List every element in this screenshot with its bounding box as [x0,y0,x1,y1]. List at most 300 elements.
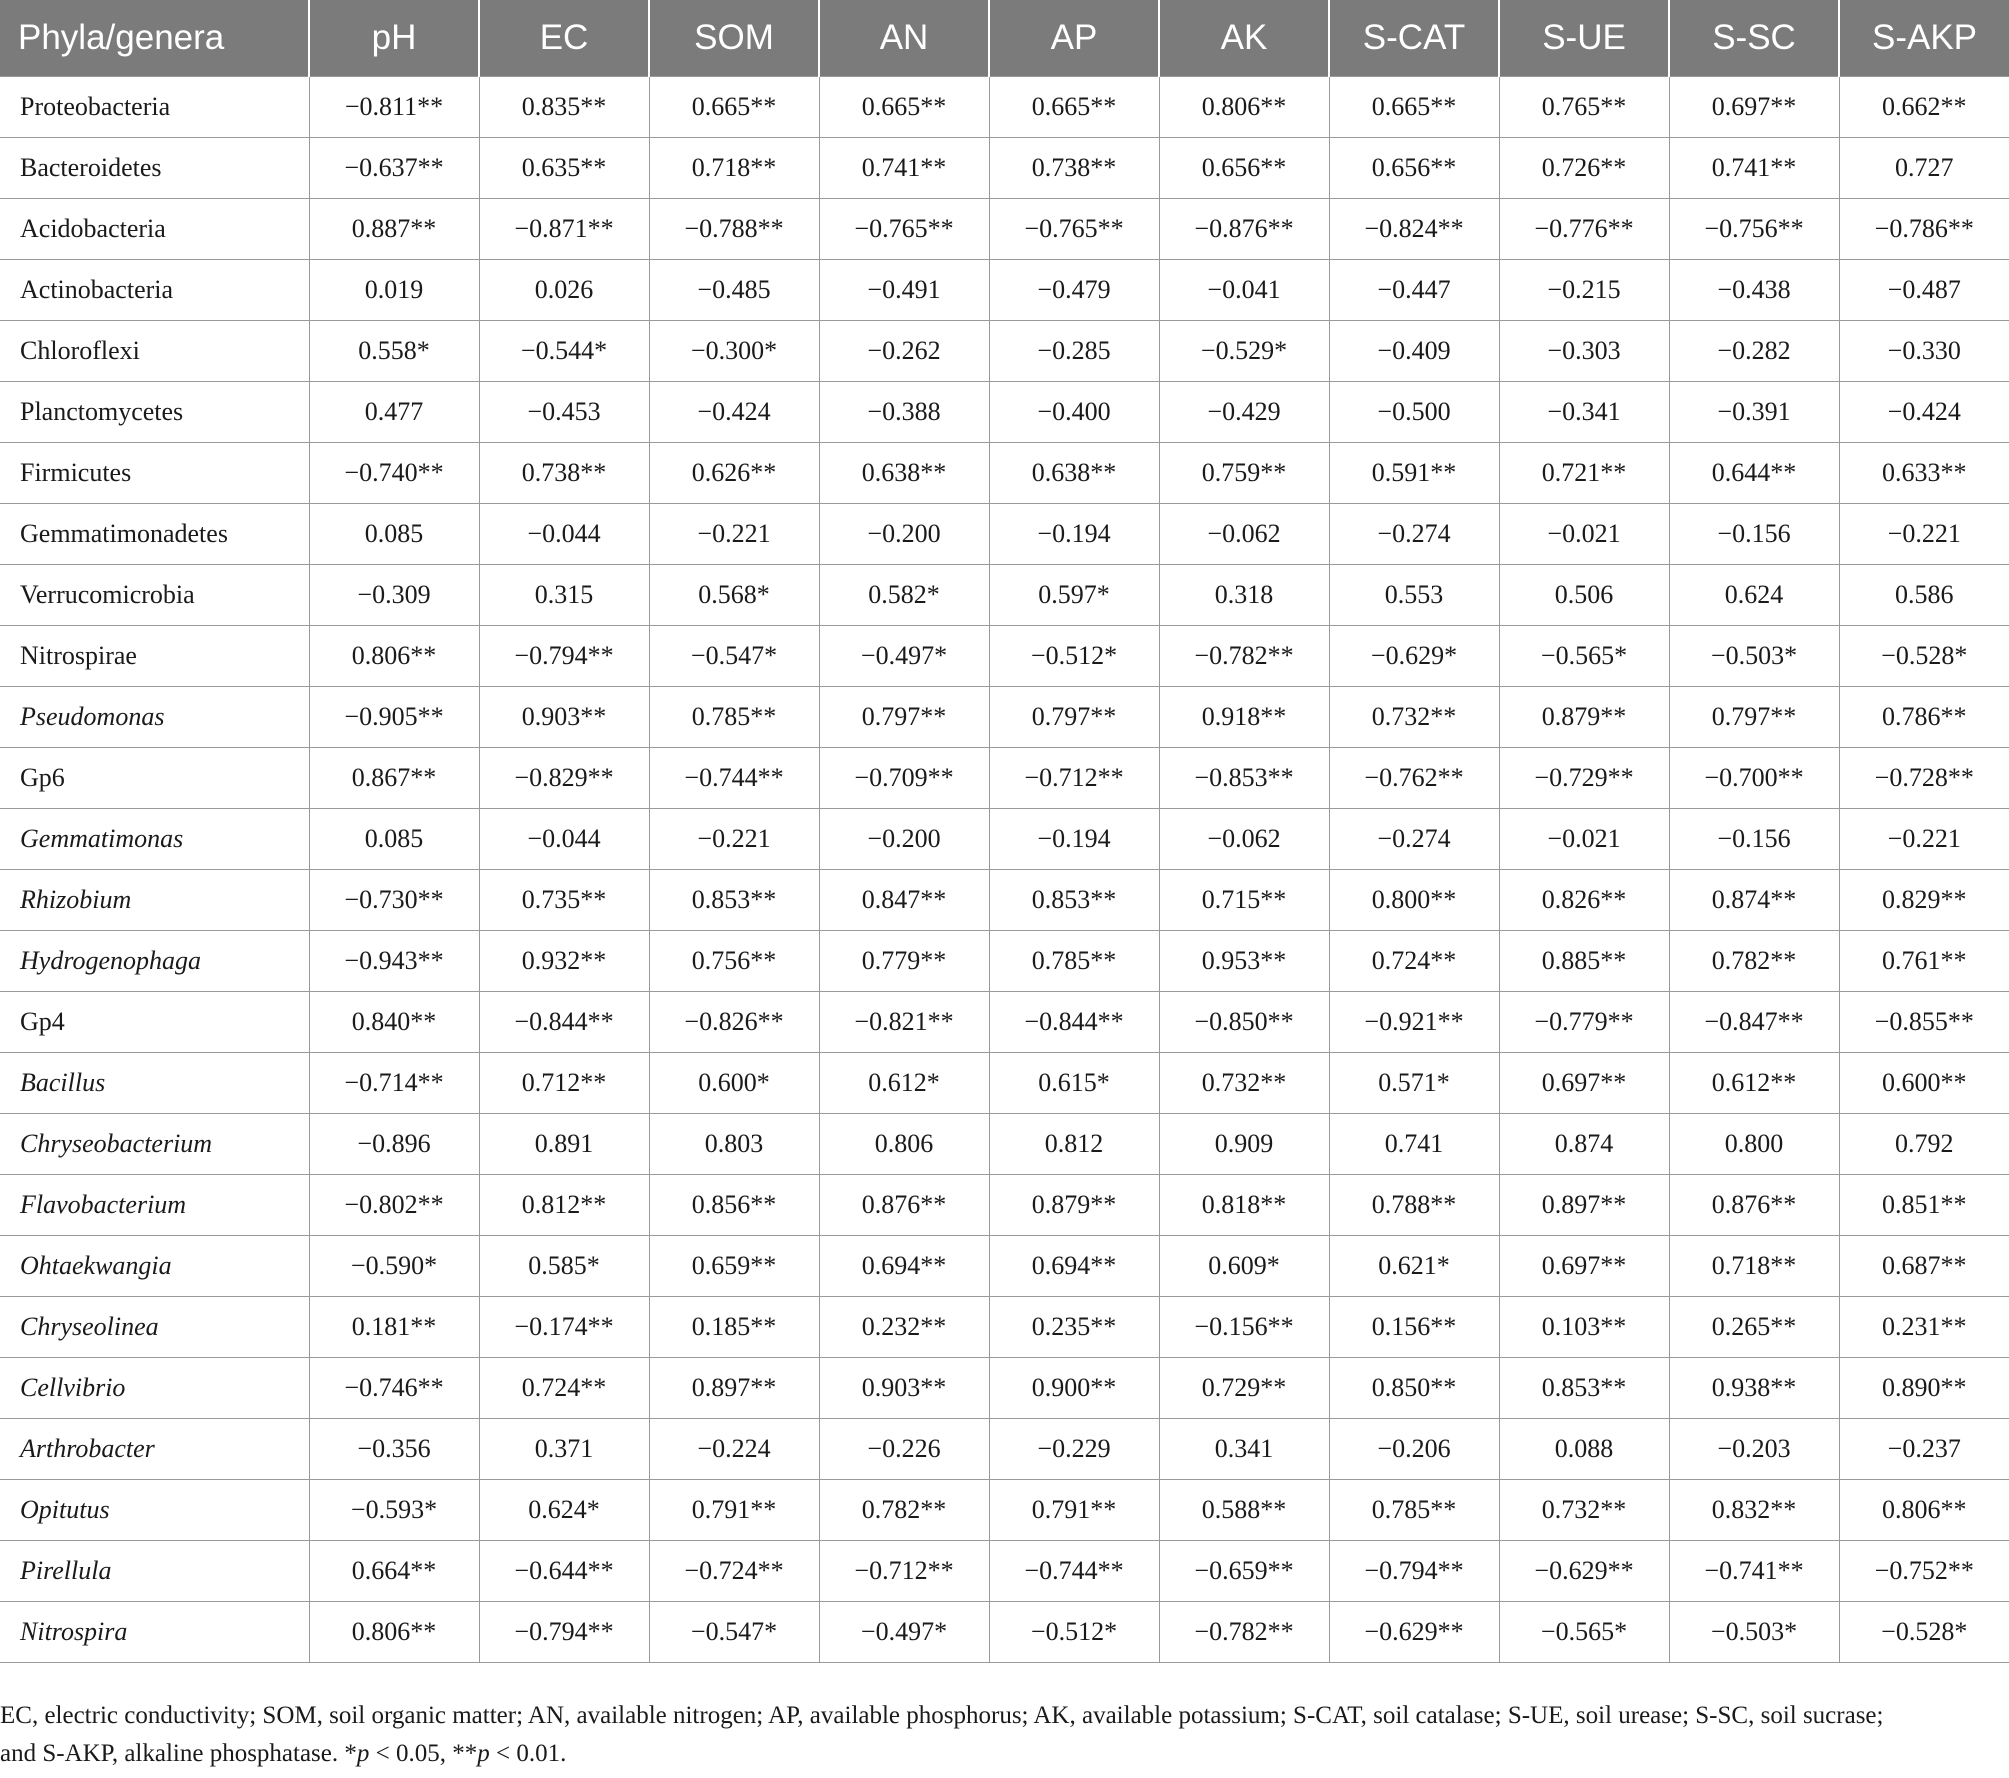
correlation-cell: 0.732** [1499,1480,1669,1541]
correlation-cell: −0.424 [649,382,819,443]
correlation-cell: −0.811** [309,77,479,138]
correlation-cell: −0.200 [819,809,989,870]
table-row [0,1297,2009,1358]
correlation-cell: −0.730** [309,870,479,931]
correlation-cell: 0.735** [479,870,649,931]
correlation-cell: −0.062 [1159,809,1329,870]
correlation-cell: −0.741** [1669,1541,1839,1602]
correlation-cell: 0.624* [479,1480,649,1541]
header-row [0,0,2009,77]
taxon-name-cell: Actinobacteria [0,260,309,321]
correlation-cell: 0.879** [1499,687,1669,748]
correlation-cell: −0.729** [1499,748,1669,809]
correlation-cell: −0.485 [649,260,819,321]
taxon-name-cell: Acidobacteria [0,199,309,260]
correlation-cell: 0.812 [989,1114,1159,1175]
correlation-cell: −0.274 [1329,809,1499,870]
correlation-cell: −0.821** [819,992,989,1053]
correlation-cell: −0.388 [819,382,989,443]
footnote-text-c: < 0.01. [489,1740,567,1767]
correlation-cell: 0.782** [1669,931,1839,992]
correlation-cell: −0.200 [819,504,989,565]
correlation-cell: 0.558* [309,321,479,382]
table-body [0,77,2009,1663]
correlation-cell: −0.724** [649,1541,819,1602]
correlation-cell: 0.797** [819,687,989,748]
correlation-cell: −0.221 [1839,809,2009,870]
table-row [0,1236,2009,1297]
correlation-cell: −0.226 [819,1419,989,1480]
table-row [0,260,2009,321]
correlation-cell: 0.953** [1159,931,1329,992]
correlation-cell: 0.759** [1159,443,1329,504]
correlation-cell: 0.741** [1669,138,1839,199]
correlation-cell: 0.900** [989,1358,1159,1419]
correlation-cell: 0.721** [1499,443,1669,504]
correlation-cell: 0.588** [1159,1480,1329,1541]
correlation-cell: −0.765** [819,199,989,260]
correlation-cell: 0.694** [989,1236,1159,1297]
correlation-cell: 0.659** [649,1236,819,1297]
correlation-cell: −0.844** [989,992,1159,1053]
correlation-cell: −0.629* [1329,626,1499,687]
correlation-cell: −0.285 [989,321,1159,382]
taxon-name-cell: Cellvibrio [0,1358,309,1419]
correlation-cell: 0.085 [309,504,479,565]
correlation-cell: 0.806 [819,1114,989,1175]
correlation-cell: 0.612* [819,1053,989,1114]
correlation-cell: −0.853** [1159,748,1329,809]
table-footnote [0,1697,2000,1773]
correlation-cell: −0.593* [309,1480,479,1541]
correlation-cell: −0.544* [479,321,649,382]
correlation-cell: −0.409 [1329,321,1499,382]
correlation-cell: 0.909 [1159,1114,1329,1175]
correlation-cell: 0.867** [309,748,479,809]
correlation-cell: 0.797** [1669,687,1839,748]
correlation-cell: −0.637** [309,138,479,199]
correlation-cell: −0.229 [989,1419,1159,1480]
correlation-cell: 0.638** [989,443,1159,504]
correlation-cell: 0.232** [819,1297,989,1358]
correlation-cell: −0.491 [819,260,989,321]
correlation-cell: 0.879** [989,1175,1159,1236]
correlation-cell: 0.665** [819,77,989,138]
taxon-name-cell: Rhizobium [0,870,309,931]
correlation-cell: 0.626** [649,443,819,504]
correlation-cell: 0.806** [309,626,479,687]
correlation-cell: 0.697** [1499,1236,1669,1297]
correlation-cell: −0.528* [1839,1602,2009,1663]
correlation-cell: −0.497* [819,626,989,687]
correlation-cell: 0.612** [1669,1053,1839,1114]
taxon-name-cell: Bacteroidetes [0,138,309,199]
correlation-cell: 0.761** [1839,931,2009,992]
footnote-line-2 [0,1735,2000,1773]
taxon-name-cell: Verrucomicrobia [0,565,309,626]
correlation-cell: 0.600** [1839,1053,2009,1114]
table-row [0,1602,2009,1663]
correlation-cell: −0.826** [649,992,819,1053]
header-s-ue: S-UE [1499,0,1669,77]
table-row [0,1541,2009,1602]
correlation-cell: −0.794** [479,626,649,687]
taxon-name-cell: Pseudomonas [0,687,309,748]
correlation-cell: 0.832** [1669,1480,1839,1541]
header-ap: AP [989,0,1159,77]
correlation-cell: 0.727 [1839,138,2009,199]
correlation-cell: 0.624 [1669,565,1839,626]
correlation-cell: 0.897** [1499,1175,1669,1236]
header-s-cat: S-CAT [1329,0,1499,77]
correlation-cell: −0.629** [1499,1541,1669,1602]
correlation-cell: 0.609* [1159,1236,1329,1297]
correlation-cell: −0.529* [1159,321,1329,382]
taxon-name-cell: Proteobacteria [0,77,309,138]
correlation-cell: −0.565* [1499,1602,1669,1663]
correlation-cell: 0.756** [649,931,819,992]
correlation-cell: 0.874 [1499,1114,1669,1175]
correlation-cell: −0.156** [1159,1297,1329,1358]
correlation-cell: −0.943** [309,931,479,992]
header-som: SOM [649,0,819,77]
correlation-cell: 0.891 [479,1114,649,1175]
correlation-cell: −0.221 [649,504,819,565]
correlation-cell: 0.085 [309,809,479,870]
correlation-cell: −0.021 [1499,809,1669,870]
correlation-cell: −0.215 [1499,260,1669,321]
correlation-cell: 0.797** [989,687,1159,748]
correlation-cell: −0.590* [309,1236,479,1297]
correlation-cell: −0.779** [1499,992,1669,1053]
correlation-cell: 0.621* [1329,1236,1499,1297]
correlation-cell: 0.687** [1839,1236,2009,1297]
correlation-cell: 0.791** [989,1480,1159,1541]
correlation-cell: −0.497* [819,1602,989,1663]
correlation-cell: 0.664** [309,1541,479,1602]
correlation-cell: −0.844** [479,992,649,1053]
taxon-name-cell: Firmicutes [0,443,309,504]
correlation-cell: −0.714** [309,1053,479,1114]
correlation-cell: −0.044 [479,504,649,565]
correlation-cell: −0.391 [1669,382,1839,443]
correlation-cell: 0.887** [309,199,479,260]
correlation-cell: 0.697** [1669,77,1839,138]
correlation-cell: −0.762** [1329,748,1499,809]
correlation-cell: 0.088 [1499,1419,1669,1480]
correlation-cell: −0.829** [479,748,649,809]
correlation-cell: −0.700** [1669,748,1839,809]
footnote-text-a: and S-AKP, alkaline phosphatase. * [0,1740,357,1767]
p-symbol: p [356,1740,370,1767]
correlation-cell: 0.371 [479,1419,649,1480]
correlation-cell: 0.853** [1499,1358,1669,1419]
correlation-cell: −0.782** [1159,1602,1329,1663]
correlation-cell: 0.741** [819,138,989,199]
correlation-cell: 0.853** [989,870,1159,931]
correlation-cell: 0.876** [1669,1175,1839,1236]
correlation-cell: −0.300* [649,321,819,382]
correlation-cell: −0.194 [989,504,1159,565]
correlation-cell: 0.800** [1329,870,1499,931]
correlation-cell: 0.791** [649,1480,819,1541]
correlation-cell: −0.855** [1839,992,2009,1053]
correlation-cell: −0.330 [1839,321,2009,382]
correlation-cell: 0.231** [1839,1297,2009,1358]
correlation-cell: −0.547* [649,1602,819,1663]
correlation-cell: −0.274 [1329,504,1499,565]
correlation-cell: 0.829** [1839,870,2009,931]
correlation-cell: −0.206 [1329,1419,1499,1480]
taxon-name-cell: Ohtaekwangia [0,1236,309,1297]
correlation-cell: −0.062 [1159,504,1329,565]
header-phyla-genera: Phyla/genera [0,0,309,77]
correlation-cell: −0.896 [309,1114,479,1175]
correlation-cell: −0.203 [1669,1419,1839,1480]
taxon-name-cell: Gemmatimonas [0,809,309,870]
correlation-cell: 0.885** [1499,931,1669,992]
correlation-cell: −0.746** [309,1358,479,1419]
footnote-text-b: < 0.05, ** [369,1740,478,1767]
correlation-cell: 0.644** [1669,443,1839,504]
correlation-cell: 0.835** [479,77,649,138]
correlation-cell: 0.918** [1159,687,1329,748]
correlation-cell: 0.792 [1839,1114,2009,1175]
correlation-cell: −0.262 [819,321,989,382]
correlation-cell: −0.752** [1839,1541,2009,1602]
table-row [0,931,2009,992]
correlation-cell: −0.021 [1499,504,1669,565]
correlation-cell: 0.635** [479,138,649,199]
correlation-cell: −0.547* [649,626,819,687]
correlation-cell: 0.853** [649,870,819,931]
correlation-cell: 0.726** [1499,138,1669,199]
correlation-cell: 0.694** [819,1236,989,1297]
correlation-cell: −0.512* [989,1602,1159,1663]
correlation-cell: −0.740** [309,443,479,504]
correlation-cell: 0.806** [309,1602,479,1663]
table-row [0,565,2009,626]
correlation-cell: 0.850** [1329,1358,1499,1419]
taxon-name-cell: Arthrobacter [0,1419,309,1480]
correlation-cell: 0.732** [1329,687,1499,748]
correlation-cell: 0.847** [819,870,989,931]
table-row [0,321,2009,382]
taxon-name-cell: Hydrogenophaga [0,931,309,992]
correlation-cell: −0.453 [479,382,649,443]
correlation-cell: 0.840** [309,992,479,1053]
table-row [0,138,2009,199]
correlation-cell: 0.265** [1669,1297,1839,1358]
correlation-cell: −0.500 [1329,382,1499,443]
header-ph: pH [309,0,479,77]
correlation-cell: 0.586 [1839,565,2009,626]
correlation-cell: −0.424 [1839,382,2009,443]
correlation-cell: 0.876** [819,1175,989,1236]
correlation-cell: −0.712** [819,1541,989,1602]
correlation-cell: 0.615* [989,1053,1159,1114]
correlation-cell: −0.503* [1669,626,1839,687]
correlation-cell: 0.662** [1839,77,2009,138]
correlation-cell: −0.237 [1839,1419,2009,1480]
correlation-cell: −0.400 [989,382,1159,443]
correlation-cell: −0.429 [1159,382,1329,443]
table-row [0,1480,2009,1541]
taxon-name-cell: Chryseobacterium [0,1114,309,1175]
correlation-cell: 0.938** [1669,1358,1839,1419]
taxon-name-cell: Opitutus [0,1480,309,1541]
taxon-name-cell: Flavobacterium [0,1175,309,1236]
correlation-cell: 0.897** [649,1358,819,1419]
correlation-cell: 0.597* [989,565,1159,626]
correlation-cell: −0.194 [989,809,1159,870]
correlation-cell: 0.633** [1839,443,2009,504]
correlation-cell: 0.718** [649,138,819,199]
correlation-cell: −0.447 [1329,260,1499,321]
correlation-cell: −0.905** [309,687,479,748]
correlation-cell: 0.785** [1329,1480,1499,1541]
correlation-cell: −0.847** [1669,992,1839,1053]
correlation-cell: 0.638** [819,443,989,504]
taxon-name-cell: Pirellula [0,1541,309,1602]
correlation-cell: 0.156** [1329,1297,1499,1358]
table-row [0,382,2009,443]
correlation-cell: −0.850** [1159,992,1329,1053]
correlation-cell: −0.824** [1329,199,1499,260]
correlation-cell: 0.665** [649,77,819,138]
correlation-cell: −0.156 [1669,504,1839,565]
correlation-cell: 0.806** [1159,77,1329,138]
correlation-cell: −0.794** [479,1602,649,1663]
correlation-cell: 0.800 [1669,1114,1839,1175]
header-s-akp: S-AKP [1839,0,2009,77]
correlation-cell: 0.724** [1329,931,1499,992]
correlation-cell: −0.341 [1499,382,1669,443]
correlation-cell: 0.185** [649,1297,819,1358]
correlation-cell: 0.718** [1669,1236,1839,1297]
taxon-name-cell: Gp6 [0,748,309,809]
correlation-cell: −0.921** [1329,992,1499,1053]
correlation-cell: 0.315 [479,565,649,626]
taxon-name-cell: Planctomycetes [0,382,309,443]
correlation-cell: 0.903** [819,1358,989,1419]
table-header [0,0,2009,77]
correlation-cell: −0.788** [649,199,819,260]
correlation-cell: 0.235** [989,1297,1159,1358]
table-row [0,687,2009,748]
correlation-cell: 0.553 [1329,565,1499,626]
taxon-name-cell: Nitrospirae [0,626,309,687]
table-row [0,77,2009,138]
correlation-cell: −0.512* [989,626,1159,687]
correlation-cell: 0.903** [479,687,649,748]
correlation-cell: 0.812** [479,1175,649,1236]
correlation-cell: 0.856** [649,1175,819,1236]
taxon-name-cell: Nitrospira [0,1602,309,1663]
table-row [0,199,2009,260]
correlation-cell: −0.802** [309,1175,479,1236]
correlation-cell: 0.851** [1839,1175,2009,1236]
correlation-cell: 0.785** [989,931,1159,992]
correlation-cell: −0.221 [649,809,819,870]
correlation-cell: −0.487 [1839,260,2009,321]
correlation-cell: 0.788** [1329,1175,1499,1236]
table-row [0,504,2009,565]
taxon-name-cell: Chryseolinea [0,1297,309,1358]
header-s-sc: S-SC [1669,0,1839,77]
table-row [0,1053,2009,1114]
correlation-cell: 0.019 [309,260,479,321]
correlation-cell: 0.803 [649,1114,819,1175]
taxon-name-cell: Gp4 [0,992,309,1053]
header-ec: EC [479,0,649,77]
correlation-cell: −0.221 [1839,504,2009,565]
correlation-cell: −0.644** [479,1541,649,1602]
correlation-cell: −0.503* [1669,1602,1839,1663]
correlation-cell: 0.665** [1329,77,1499,138]
correlation-cell: 0.656** [1329,138,1499,199]
correlation-cell: −0.438 [1669,260,1839,321]
correlation-cell: −0.786** [1839,199,2009,260]
correlation-cell: 0.665** [989,77,1159,138]
correlation-cell: 0.729** [1159,1358,1329,1419]
correlation-cell: −0.712** [989,748,1159,809]
correlation-cell: 0.341 [1159,1419,1329,1480]
correlation-cell: 0.568* [649,565,819,626]
correlation-cell: 0.785** [649,687,819,748]
correlation-cell: −0.041 [1159,260,1329,321]
correlation-cell: −0.282 [1669,321,1839,382]
correlation-cell: 0.782** [819,1480,989,1541]
table-row [0,626,2009,687]
taxon-name-cell: Chloroflexi [0,321,309,382]
correlation-cell: 0.585* [479,1236,649,1297]
table-row [0,1419,2009,1480]
correlation-cell: −0.756** [1669,199,1839,260]
correlation-cell: 0.724** [479,1358,649,1419]
correlation-cell: −0.309 [309,565,479,626]
taxon-name-cell: Gemmatimonadetes [0,504,309,565]
correlation-cell: −0.224 [649,1419,819,1480]
correlation-cell: 0.932** [479,931,649,992]
correlation-cell: −0.528* [1839,626,2009,687]
correlation-cell: −0.871** [479,199,649,260]
correlation-cell: 0.826** [1499,870,1669,931]
correlation-cell: −0.659** [1159,1541,1329,1602]
correlation-cell: 0.786** [1839,687,2009,748]
correlation-cell: 0.600* [649,1053,819,1114]
taxon-name-cell: Bacillus [0,1053,309,1114]
correlation-cell: −0.303 [1499,321,1669,382]
correlation-cell: 0.103** [1499,1297,1669,1358]
correlation-cell: −0.044 [479,809,649,870]
correlation-cell: −0.765** [989,199,1159,260]
correlation-cell: 0.738** [989,138,1159,199]
p-symbol: p [477,1740,490,1767]
correlation-cell: 0.890** [1839,1358,2009,1419]
correlation-cell: 0.874** [1669,870,1839,931]
correlation-cell: 0.697** [1499,1053,1669,1114]
correlation-cell: 0.026 [479,260,649,321]
correlation-cell: 0.181** [309,1297,479,1358]
correlation-cell: −0.156 [1669,809,1839,870]
table-row [0,1114,2009,1175]
correlation-cell: −0.744** [989,1541,1159,1602]
correlation-cell: 0.582* [819,565,989,626]
correlation-cell: 0.318 [1159,565,1329,626]
correlation-cell: 0.806** [1839,1480,2009,1541]
footnote-line-1: EC, electric conductivity; SOM, soil organic matter; AN, available nitrogen; AP, available phosphorus; AK, available potassium; S-CAT, soil catalase; S-UE, soil urease; S-SC, soil sucrase; [0,1702,1884,1729]
